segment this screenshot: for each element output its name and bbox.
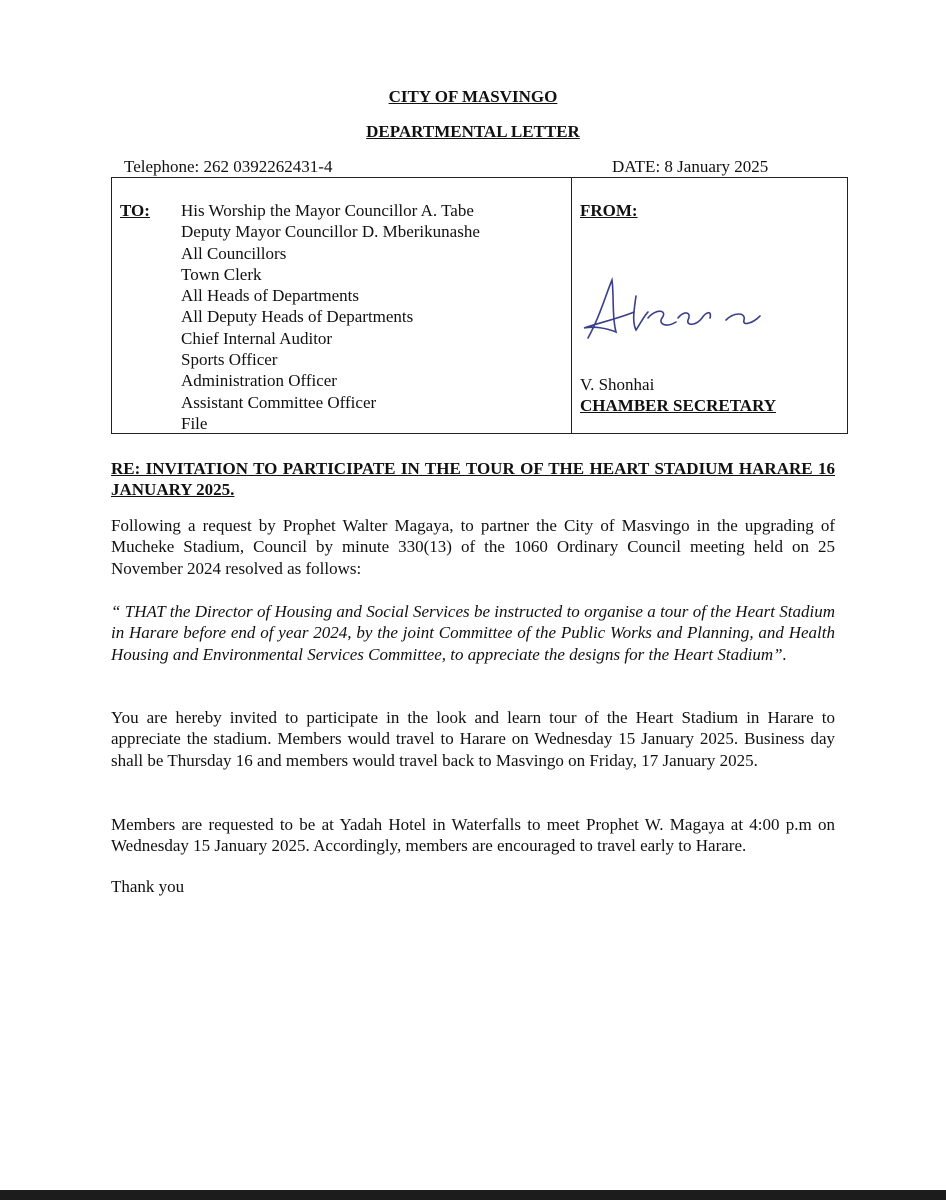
resolution-quote: “ THAT the Director of Housing and Social Services be instructed to organise a tour of the Heart Stadium in Harare before end of year 2024, by the joint Committee of the Public Works and Planning, and Health Housing and Environmental Services Committee, to appreciate the designs for the Heart Stadium”. (111, 602, 835, 664)
recipient-item: File (181, 413, 208, 433)
recipient-item: Chief Internal Auditor (181, 328, 333, 348)
letter-title: CITY OF MASVINGO (388, 87, 558, 106)
recipient-item: All Deputy Heads of Departments (181, 307, 414, 327)
recipient-item: Town Clerk (181, 264, 262, 284)
body-paragraph: Following a request by Prophet Walter Magaya, to partner the City of Masvingo in the upgrading of Mucheke Stadium, Council by minute 330(13) of the 1060 Ordinary Council meeting held on 25 November 2024 resolved as follows: (111, 516, 835, 578)
table-divider (571, 178, 572, 433)
letter-date: DATE: 8 January 2025 (612, 157, 769, 176)
bottom-edge-bar (0, 1190, 946, 1200)
letter-subtitle: DEPARTMENTAL LETTER (366, 122, 580, 141)
recipient-item: Assistant Committee Officer (181, 392, 377, 412)
signature-mark (576, 266, 776, 346)
recipient-item: All Heads of Departments (181, 286, 359, 306)
body-paragraph: Members are requested to be at Yadah Hotel in Waterfalls to meet Prophet W. Magaya at 4:00 p.m on Wednesday 15 January 2025. Accordingly, members are encouraged to travel early to Harare. (111, 815, 835, 856)
closing-line: Thank you (111, 877, 185, 896)
sender-title: CHAMBER SECRETARY (580, 396, 777, 415)
telephone: Telephone: 262 0392262431-4 (124, 157, 333, 176)
recipient-item: His Worship the Mayor Councillor A. Tabe (181, 201, 474, 220)
to-label: TO: (120, 201, 150, 220)
recipient-item: Administration Officer (181, 371, 337, 391)
recipient-item: Sports Officer (181, 350, 278, 370)
address-table (111, 177, 848, 434)
subject-line: RE: INVITATION TO PARTICIPATE IN THE TOUR OF THE HEART STADIUM HARARE 16 JANUARY 2025. (111, 459, 835, 499)
recipient-item: Deputy Mayor Councillor D. Mberikunashe (181, 222, 480, 242)
sender-name: V. Shonhai (580, 375, 655, 394)
from-label: FROM: (580, 201, 638, 220)
signature (576, 266, 776, 346)
recipient-item: All Councillors (181, 243, 287, 263)
body-paragraph: You are hereby invited to participate in the look and learn tour of the Heart Stadium in Harare to appreciate the stadium. Members would travel to Harare on Wednesday 15 January 2025. Business day shall be Thursday 16 and members would travel back to Masvingo on Friday, 17 January 2025. (111, 708, 835, 770)
recipient-list (181, 200, 480, 434)
